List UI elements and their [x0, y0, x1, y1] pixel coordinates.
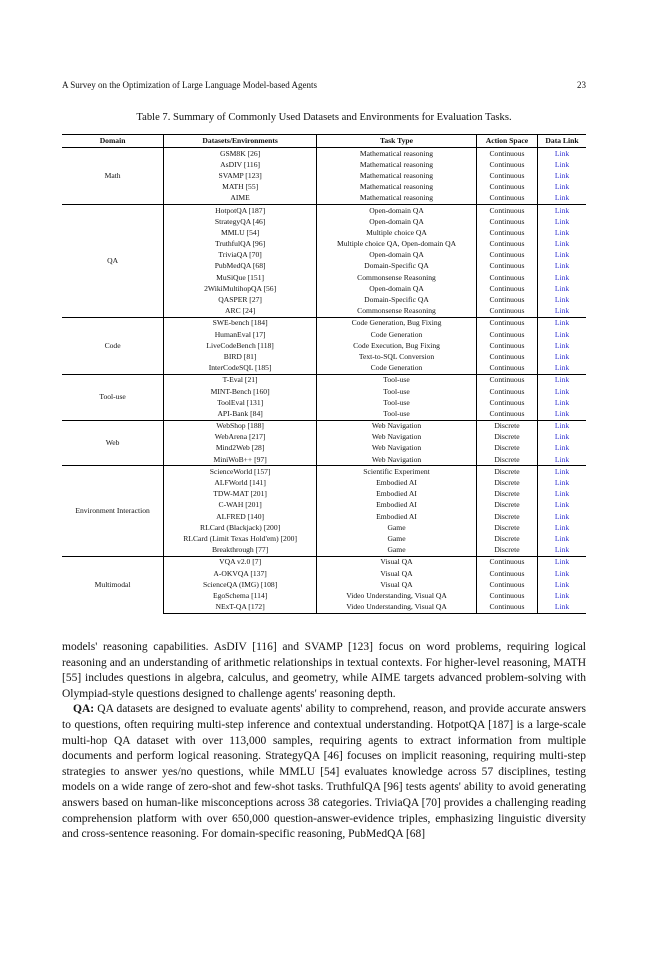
dataset-cell: RLCard (Blackjack) [200] [164, 522, 317, 533]
data-link[interactable]: Link [554, 489, 570, 499]
data-link[interactable]: Link [554, 432, 570, 442]
dataset-cell: WebShop [188] [164, 420, 317, 432]
task-type-cell: Commonsense Reasoning [317, 306, 477, 318]
action-space-cell: Continuous [476, 579, 537, 590]
dataset-cell: MiniWoB++ [97] [164, 454, 317, 466]
page-number: 23 [577, 80, 586, 90]
table-row [62, 148, 586, 160]
action-space-cell: Continuous [476, 272, 537, 283]
action-space-cell: Continuous [476, 182, 537, 193]
dataset-cell: MuSiQue [151] [164, 272, 317, 283]
data-link[interactable]: Link [554, 590, 570, 600]
data-link[interactable]: Link [554, 511, 570, 521]
task-type-cell: Web Navigation [317, 420, 477, 432]
action-space-cell: Continuous [476, 317, 537, 329]
dataset-cell: ARC [24] [164, 306, 317, 318]
action-space-cell: Discrete [476, 466, 537, 478]
action-space-cell: Continuous [476, 340, 537, 351]
data-link[interactable]: Link [554, 272, 570, 282]
task-type-cell: Tool-use [317, 408, 477, 420]
data-link[interactable]: Link [538, 466, 587, 478]
data-link[interactable]: Link [554, 454, 570, 464]
task-type-cell: Mathematical reasoning [317, 148, 477, 160]
data-link[interactable]: Link [554, 182, 570, 192]
action-space-cell: Continuous [476, 374, 537, 386]
task-type-cell: Code Generation, Bug Fixing [317, 317, 477, 329]
data-link[interactable]: Link [554, 170, 570, 180]
dataset-cell: HotpotQA [187] [164, 204, 317, 216]
task-type-cell: Commonsense Reasoning [317, 272, 477, 283]
data-link[interactable]: Link [554, 568, 570, 578]
col-header-action-space: Action Space [476, 135, 537, 148]
data-link[interactable]: Link [554, 239, 570, 249]
task-type-cell: Embodied AI [317, 489, 477, 500]
running-title: A Survey on the Optimization of Large Language Model-based Agents [62, 80, 318, 90]
dataset-cell: TDW-MAT [201] [164, 489, 317, 500]
data-link[interactable]: Link [554, 522, 570, 532]
data-link[interactable]: Link [554, 283, 570, 293]
task-type-cell: Multiple choice QA [317, 227, 477, 238]
task-type-cell: Multiple choice QA, Open-domain QA [317, 239, 477, 250]
domain-cell: Math [62, 148, 164, 205]
table-row [62, 317, 586, 329]
action-space-cell: Continuous [476, 239, 537, 250]
action-space-cell: Continuous [476, 204, 537, 216]
task-type-cell: Open-domain QA [317, 204, 477, 216]
table-row [62, 466, 586, 478]
action-space-cell: Continuous [476, 227, 537, 238]
action-space-cell: Discrete [476, 511, 537, 522]
action-space-cell: Continuous [476, 363, 537, 375]
task-type-cell: Domain-Specific QA [317, 294, 477, 305]
task-type-cell: Tool-use [317, 386, 477, 397]
data-link[interactable]: Link [554, 306, 570, 316]
task-type-cell: Mathematical reasoning [317, 182, 477, 193]
dataset-cell: TriviaQA [70] [164, 250, 317, 261]
table-header-row [62, 135, 586, 148]
action-space-cell: Continuous [476, 294, 537, 305]
task-type-cell: Code Generation [317, 329, 477, 340]
data-link[interactable]: Link [554, 295, 570, 305]
dataset-cell: QASPER [27] [164, 294, 317, 305]
data-link[interactable]: Link [554, 159, 570, 169]
action-space-cell: Discrete [476, 443, 537, 454]
task-type-cell: Web Navigation [317, 454, 477, 466]
dataset-cell: AsDIV [116] [164, 159, 317, 170]
action-space-cell: Discrete [476, 420, 537, 432]
table-row [62, 204, 586, 216]
dataset-cell: StrategyQA [46] [164, 216, 317, 227]
body-text [62, 640, 586, 843]
task-type-cell: Domain-Specific QA [317, 261, 477, 272]
action-space-cell: Continuous [476, 568, 537, 579]
task-type-cell: Mathematical reasoning [317, 159, 477, 170]
data-link[interactable]: Link [554, 443, 570, 453]
running-header [62, 80, 586, 94]
dataset-cell: Mind2Web [28] [164, 443, 317, 454]
task-type-cell: Embodied AI [317, 477, 477, 488]
task-type-cell: Code Generation [317, 363, 477, 375]
dataset-cell: TruthfulQA [96] [164, 239, 317, 250]
task-type-cell: Mathematical reasoning [317, 193, 477, 205]
dataset-cell: ScienceWorld [157] [164, 466, 317, 478]
action-space-cell: Continuous [476, 159, 537, 170]
action-space-cell: Discrete [476, 489, 537, 500]
dataset-cell: 2WikiMultihopQA [56] [164, 283, 317, 294]
task-type-cell: Web Navigation [317, 432, 477, 443]
task-type-cell: Mathematical reasoning [317, 170, 477, 181]
task-type-cell: Tool-use [317, 374, 477, 386]
dataset-cell: SVAMP [123] [164, 170, 317, 181]
action-space-cell: Continuous [476, 556, 537, 568]
action-space-cell: Continuous [476, 386, 537, 397]
data-link[interactable]: Link [538, 602, 587, 614]
table-row [62, 420, 586, 432]
task-type-cell: Visual QA [317, 556, 477, 568]
task-type-cell: Embodied AI [317, 511, 477, 522]
dataset-cell: BIRD [81] [164, 351, 317, 362]
dataset-cell: A-OKVQA [137] [164, 568, 317, 579]
data-link[interactable]: Link [554, 579, 570, 589]
dataset-cell: PubMedQA [68] [164, 261, 317, 272]
action-space-cell: Discrete [476, 477, 537, 488]
data-link[interactable]: Link [554, 386, 570, 396]
action-space-cell: Continuous [476, 193, 537, 205]
action-space-cell: Continuous [476, 602, 537, 614]
qa-text: QA datasets are designed to evaluate agents' ability to comprehend, reason, and provide accurate answers to questions, often requiring multi-step inference and contextual understanding. HotpotQA [187] is a large-scale multi-hop QA dataset with over 113,000 samples, requiring agents to extract information from multiple documents and perform logical reasoning. StrategyQA [46] focuses on implicit reasoning, requiring multi-step strategies to answer yes/no questions, while MMLU [54] evaluates knowledge across 57 disciplines, testing models on a wide range of zero-shot and few-shot tasks. TruthfulQA [96] tests agents' ability to avoid generating answers based on human-like misconceptions across 38 categories. TriviaQA [70] provides a challenging reading comprehension platform with over 650,000 question-answer-evidence triples, emphasizing linguistic diversity and cross-sentence reasoning. For domain-specific reasoning, PubMedQA [68] [62, 703, 586, 841]
action-space-cell: Discrete [476, 545, 537, 557]
task-type-cell: Open-domain QA [317, 250, 477, 261]
dataset-cell: LiveCodeBench [118] [164, 340, 317, 351]
task-type-cell: Tool-use [317, 397, 477, 408]
task-type-cell: Code Execution, Bug Fixing [317, 340, 477, 351]
paragraph-math: models' reasoning capabilities. AsDIV [116] and SVAMP [123] focus on word problems, requiring logical reasoning and an understanding of arithmetic relationships in textual contexts. For higher-level reasoning, MATH [55] includes questions in algebra, calculus, and geometry, while AIME targets advanced problem-solving with Olympiad-style questions designed to challenge agents' reasoning depth. [62, 641, 586, 700]
data-link[interactable]: Link [554, 216, 570, 226]
action-space-cell: Continuous [476, 250, 537, 261]
table-body [62, 148, 586, 614]
dataset-cell: ALFRED [140] [164, 511, 317, 522]
task-type-cell: Scientific Experiment [317, 466, 477, 478]
domain-cell: Environment Interaction [62, 466, 164, 557]
table-row [62, 556, 586, 568]
action-space-cell: Continuous [476, 408, 537, 420]
col-header-domain: Domain [62, 135, 164, 148]
action-space-cell: Continuous [476, 283, 537, 294]
table-caption: Table 7. Summary of Commonly Used Datasets and Environments for Evaluation Tasks. [136, 112, 512, 123]
data-link[interactable]: Link [538, 204, 587, 216]
col-header-data-link: Data Link [538, 135, 587, 148]
data-link[interactable]: Link [554, 397, 570, 407]
data-link[interactable]: Link [554, 478, 570, 488]
dataset-cell: VQA v2.0 [7] [164, 556, 317, 568]
domain-cell: Multimodal [62, 556, 164, 613]
action-space-cell: Continuous [476, 170, 537, 181]
data-link[interactable]: Link [554, 193, 570, 203]
action-space-cell: Continuous [476, 397, 537, 408]
dataset-cell: EgoSchema [114] [164, 590, 317, 601]
dataset-cell: MINT-Bench [160] [164, 386, 317, 397]
data-link[interactable]: Link [554, 351, 570, 361]
dataset-cell: NExT-QA [172] [164, 602, 317, 614]
action-space-cell: Discrete [476, 533, 537, 544]
task-type-cell: Game [317, 545, 477, 557]
task-type-cell: Open-domain QA [317, 216, 477, 227]
col-header-task-type: Task Type [317, 135, 477, 148]
action-space-cell: Discrete [476, 454, 537, 466]
task-type-cell: Video Understanding, Visual QA [317, 602, 477, 614]
action-space-cell: Continuous [476, 216, 537, 227]
data-link[interactable]: Link [554, 250, 570, 260]
dataset-cell: Breakthrough [77] [164, 545, 317, 557]
task-type-cell: Video Understanding, Visual QA [317, 590, 477, 601]
dataset-cell: RLCard (Limit Texas Hold'em) [200] [164, 533, 317, 544]
action-space-cell: Discrete [476, 500, 537, 511]
data-link[interactable]: Link [554, 545, 570, 555]
dataset-cell: ToolEval [131] [164, 397, 317, 408]
data-link[interactable]: Link [554, 408, 570, 418]
dataset-cell: HumanEval [17] [164, 329, 317, 340]
dataset-cell: GSM8K [26] [164, 148, 317, 160]
task-type-cell: Web Navigation [317, 443, 477, 454]
task-type-cell: Visual QA [317, 568, 477, 579]
task-type-cell: Embodied AI [317, 500, 477, 511]
data-link[interactable]: Link [554, 261, 570, 271]
dataset-cell: API-Bank [84] [164, 408, 317, 420]
task-type-cell: Game [317, 522, 477, 533]
data-link[interactable]: Link [554, 500, 570, 510]
data-link[interactable]: Link [554, 329, 570, 339]
data-link[interactable]: Link [554, 533, 570, 543]
task-type-cell: Open-domain QA [317, 283, 477, 294]
dataset-cell: AIME [164, 193, 317, 205]
data-link[interactable]: Link [538, 374, 587, 386]
domain-cell: QA [62, 204, 164, 317]
domain-cell: Web [62, 420, 164, 466]
data-link[interactable]: Link [538, 148, 587, 160]
data-link[interactable]: Link [554, 340, 570, 350]
dataset-cell: ScienceQA (IMG) [108] [164, 579, 317, 590]
dataset-cell: C-WAH [201] [164, 500, 317, 511]
dataset-cell: MMLU [54] [164, 227, 317, 238]
paragraph-qa [62, 702, 586, 842]
dataset-cell: T-Eval [21] [164, 374, 317, 386]
action-space-cell: Discrete [476, 432, 537, 443]
datasets-table [62, 134, 586, 614]
data-link[interactable]: Link [538, 556, 587, 568]
dataset-cell: SWE-bench [184] [164, 317, 317, 329]
task-type-cell: Text-to-SQL Conversion [317, 351, 477, 362]
domain-cell: Tool-use [62, 374, 164, 420]
dataset-cell: WebArena [217] [164, 432, 317, 443]
task-type-cell: Game [317, 533, 477, 544]
dataset-cell: ALFWorld [141] [164, 477, 317, 488]
data-link[interactable]: Link [554, 227, 570, 237]
col-header-datasets: Datasets/Environments [164, 135, 317, 148]
qa-label: QA: [73, 703, 95, 716]
action-space-cell: Continuous [476, 351, 537, 362]
action-space-cell: Discrete [476, 522, 537, 533]
action-space-cell: Continuous [476, 261, 537, 272]
domain-cell: Code [62, 317, 164, 374]
action-space-cell: Continuous [476, 148, 537, 160]
data-link[interactable]: Link [538, 420, 587, 432]
data-link[interactable]: Link [538, 317, 587, 329]
action-space-cell: Continuous [476, 306, 537, 318]
dataset-cell: InterCodeSQL [185] [164, 363, 317, 375]
table-row [62, 374, 586, 386]
data-link[interactable]: Link [554, 363, 570, 373]
dataset-cell: MATH [55] [164, 182, 317, 193]
action-space-cell: Continuous [476, 329, 537, 340]
action-space-cell: Continuous [476, 590, 537, 601]
task-type-cell: Visual QA [317, 579, 477, 590]
